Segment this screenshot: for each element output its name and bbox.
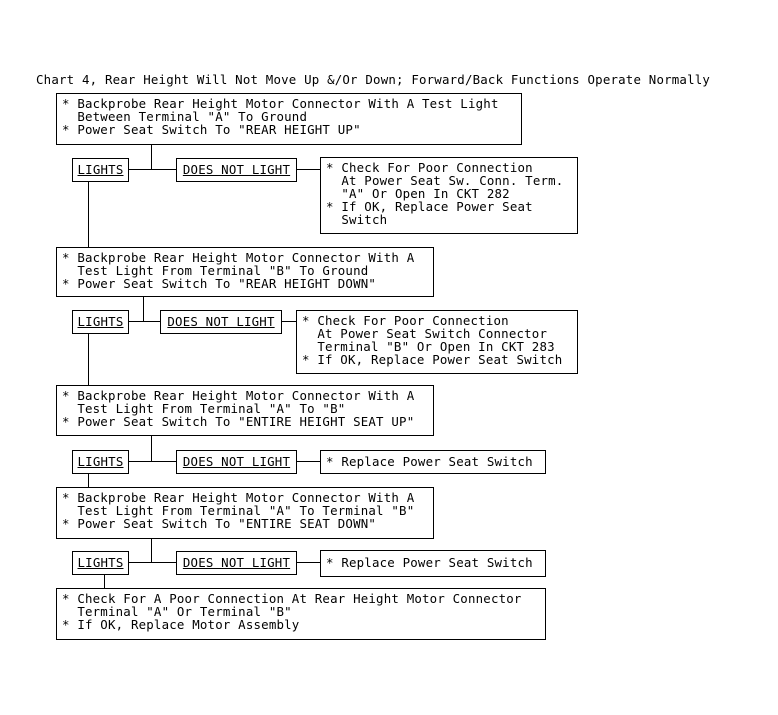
connector — [129, 169, 176, 170]
lights-label-4: LIGHTS — [72, 551, 129, 575]
connector — [129, 562, 176, 563]
test-box-4: * Backprobe Rear Height Motor Connector With A Test Light From Terminal "A" To Terminal "B" * Power Seat Switch To "ENTIRE SEAT DOWN" — [56, 487, 434, 539]
connector — [129, 321, 160, 322]
fail-action-box-3: * Replace Power Seat Switch — [320, 450, 546, 474]
lights-label-2: LIGHTS — [72, 310, 129, 334]
connector — [88, 474, 89, 488]
connector — [129, 461, 176, 462]
connector — [151, 539, 152, 563]
fail-action-box-2: * Check For Poor Connection At Power Seat Switch Connector Terminal "B" Or Open In CKT 283 * If OK, Replace Power Seat Switch — [296, 310, 578, 374]
chart-title: Chart 4, Rear Height Will Not Move Up &/Or Down; Forward/Back Functions Operate Normally — [36, 72, 711, 87]
connector — [297, 461, 320, 462]
connector — [282, 321, 296, 322]
connector — [297, 169, 320, 170]
connector — [143, 297, 144, 321]
connector — [151, 436, 152, 462]
fail-action-box-4: * Replace Power Seat Switch — [320, 550, 546, 577]
test-box-3: * Backprobe Rear Height Motor Connector With A Test Light From Terminal "A" To "B" * Power Seat Switch To "ENTIRE HEIGHT SEAT UP" — [56, 385, 434, 436]
connector — [104, 575, 105, 589]
does-not-light-label-2: DOES NOT LIGHT — [160, 310, 282, 334]
connector — [88, 182, 89, 248]
lights-label-3: LIGHTS — [72, 450, 129, 474]
final-action-box: * Check For A Poor Connection At Rear Height Motor Connector Terminal "A" Or Terminal "B" * If OK, Replace Motor Assembly — [56, 588, 546, 640]
connector — [88, 334, 89, 386]
does-not-light-label-3: DOES NOT LIGHT — [176, 450, 297, 474]
connector — [151, 145, 152, 169]
test-box-1: * Backprobe Rear Height Motor Connector With A Test Light Between Terminal "A" To Ground * Power Seat Switch To "REAR HEIGHT UP" — [56, 93, 522, 145]
test-box-2: * Backprobe Rear Height Motor Connector With A Test Light From Terminal "B" To Ground * Power Seat Switch To "REAR HEIGHT DOWN" — [56, 247, 434, 297]
fail-action-box-1: * Check For Poor Connection At Power Seat Sw. Conn. Term. "A" Or Open In CKT 282 * If OK, Replace Power Seat Switch — [320, 157, 578, 234]
connector — [297, 562, 320, 563]
lights-label-1: LIGHTS — [72, 158, 129, 182]
does-not-light-label-1: DOES NOT LIGHT — [176, 158, 297, 182]
does-not-light-label-4: DOES NOT LIGHT — [176, 551, 297, 575]
